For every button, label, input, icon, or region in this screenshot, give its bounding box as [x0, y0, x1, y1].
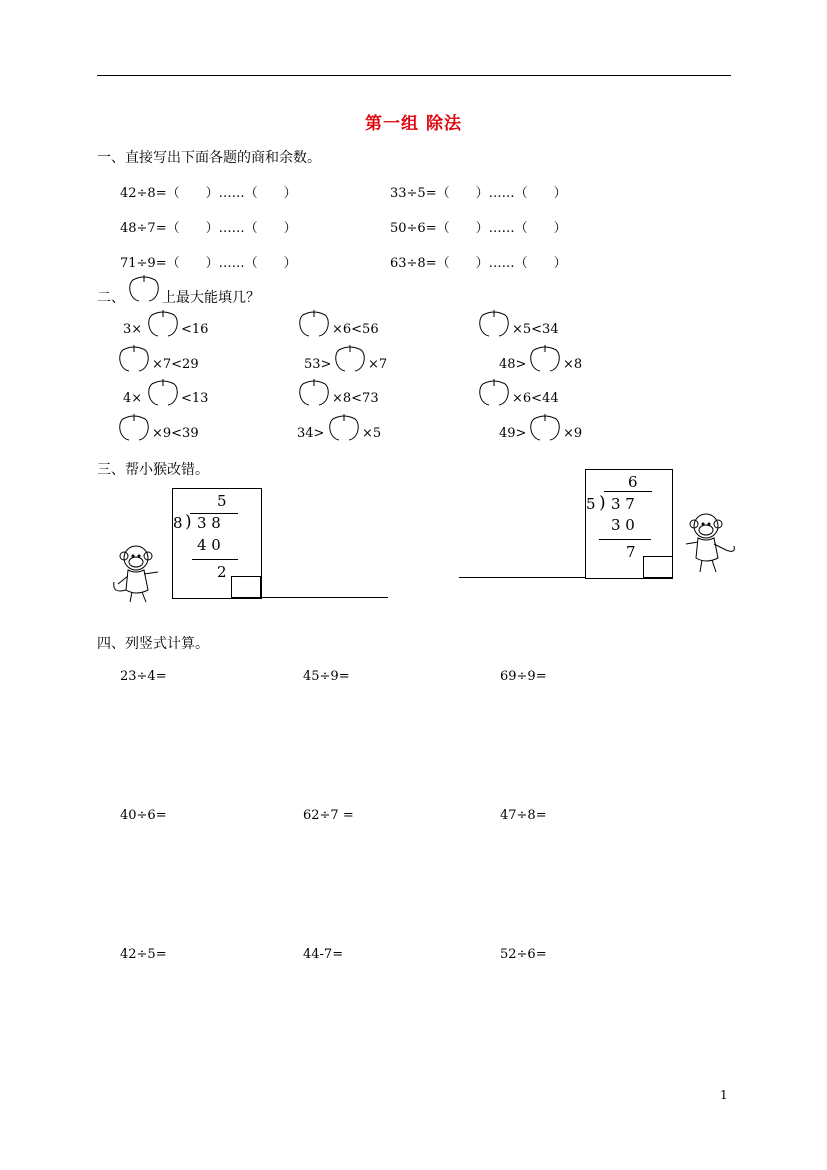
s2-pre: 49>	[499, 426, 527, 441]
left-quotient: 5	[217, 492, 227, 510]
left-ground-line	[260, 597, 388, 598]
s4-item: 47÷8=	[500, 808, 547, 823]
right-bracket-top	[604, 491, 652, 492]
apple-icon	[297, 377, 331, 407]
s1-item: 71÷9=（ ）……（ ）	[120, 256, 297, 271]
apple-icon	[117, 412, 151, 442]
left-sub-line	[192, 559, 238, 560]
apple-icon	[333, 343, 367, 373]
right-dividend: 3 7	[611, 495, 635, 513]
s4-item: 52÷6=	[500, 947, 547, 962]
apple-icon	[477, 308, 511, 338]
section4-heading: 四、列竖式计算。	[97, 636, 209, 652]
right-divisor: 5	[586, 495, 596, 513]
s2-post: ×9	[563, 426, 583, 441]
section2-heading-post: 上最大能填几？	[162, 290, 260, 306]
apple-icon	[528, 343, 562, 373]
s1-item: 33÷5=（ ）……（ ）	[390, 186, 567, 201]
s2-post: ×5	[362, 426, 382, 441]
right-bracket: )	[599, 493, 606, 513]
s2-post: <16	[181, 322, 209, 337]
apple-icon	[297, 308, 331, 338]
apple-icon	[146, 308, 180, 338]
left-divisor: 8	[173, 514, 183, 532]
s2-post: ×7	[368, 357, 388, 372]
s4-item: 62÷7 =	[303, 808, 354, 823]
s2-post: ×6<56	[332, 322, 379, 337]
left-remainder: 2	[217, 563, 227, 581]
left-dividend: 3 8	[197, 514, 221, 532]
s4-item: 40÷6=	[120, 808, 167, 823]
apple-icon	[477, 377, 511, 407]
s2-pre: 3×	[123, 322, 143, 337]
s2-pre: 4×	[123, 391, 143, 406]
page-title: 第一组 除法	[365, 114, 462, 134]
s2-post: ×6<44	[512, 391, 559, 406]
monkey-icon	[680, 508, 738, 576]
s2-post: ×9<39	[152, 426, 199, 441]
right-remainder: 7	[626, 543, 636, 561]
s1-item: 48÷7=（ ）……（ ）	[120, 221, 297, 236]
right-ground-line	[459, 577, 585, 578]
s2-pre: 48>	[499, 357, 527, 372]
page-number: 1	[720, 1088, 728, 1102]
monkey-icon	[108, 540, 166, 606]
s2-post: ×8	[563, 357, 583, 372]
s2-post: ×7<29	[152, 357, 199, 372]
section1-heading: 一、直接写出下面各题的商和余数。	[97, 150, 321, 166]
s4-item: 23÷4=	[120, 669, 167, 684]
left-answer-box[interactable]	[231, 576, 261, 598]
left-product: 4 0	[197, 536, 221, 554]
s2-pre: 34>	[297, 426, 325, 441]
s2-post: ×5<34	[512, 322, 559, 337]
apple-icon	[528, 412, 562, 442]
s1-item: 50÷6=（ ）……（ ）	[390, 221, 567, 236]
right-answer-box[interactable]	[643, 556, 673, 578]
s4-item: 42÷5=	[120, 947, 167, 962]
s2-post: <13	[181, 391, 209, 406]
s4-item: 69÷9=	[500, 669, 547, 684]
section2-heading-pre: 二、	[97, 290, 125, 306]
left-bracket: )	[185, 512, 192, 532]
top-rule	[97, 75, 731, 76]
apple-icon	[127, 273, 161, 303]
s1-item: 63÷8=（ ）……（ ）	[390, 256, 567, 271]
s4-item: 44-7=	[303, 947, 344, 962]
apple-icon	[146, 377, 180, 407]
right-quotient: 6	[628, 473, 638, 491]
apple-icon	[327, 412, 361, 442]
s2-pre: 53>	[304, 357, 332, 372]
section3-heading: 三、帮小猴改错。	[97, 462, 209, 478]
right-sub-line	[599, 539, 651, 540]
s4-item: 45÷9=	[303, 669, 350, 684]
s1-item: 42÷8=（ ）……（ ）	[120, 186, 297, 201]
right-product: 3 0	[611, 516, 635, 534]
apple-icon	[117, 343, 151, 373]
s2-post: ×8<73	[332, 391, 379, 406]
